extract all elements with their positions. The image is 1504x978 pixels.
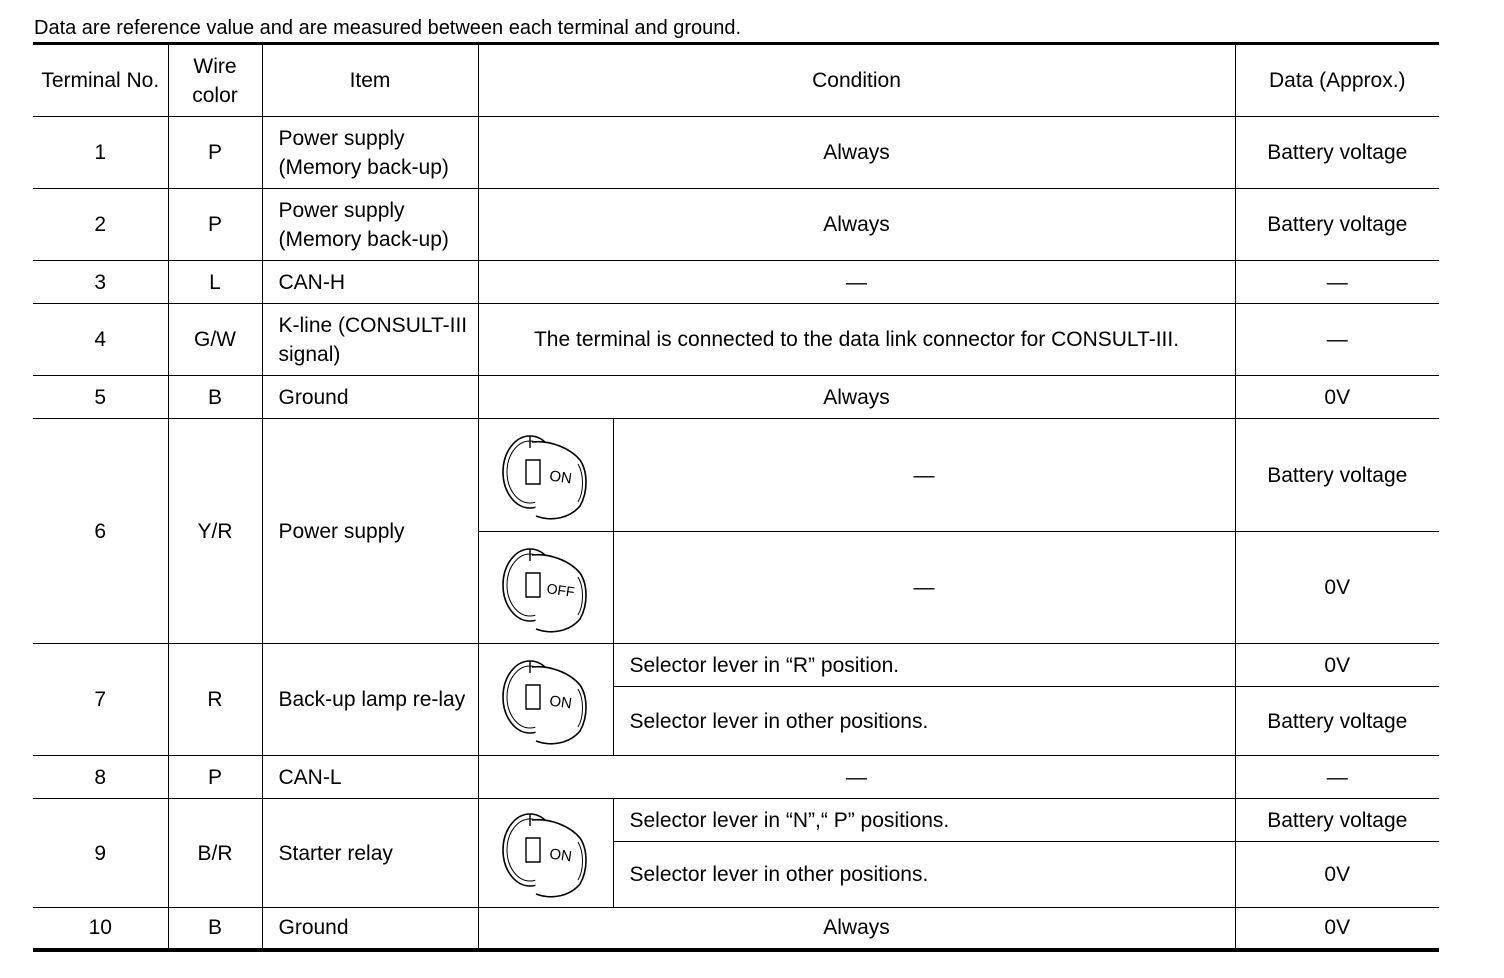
terminal-data-table xyxy=(33,42,1439,952)
wire-color: L xyxy=(168,261,262,304)
item-name: Power supply (Memory back-up) xyxy=(262,189,478,261)
ignition-key-cell xyxy=(478,644,613,756)
ignition-key-off-icon xyxy=(500,543,592,633)
terminal-number: 3 xyxy=(33,261,168,304)
ignition-key-cell xyxy=(478,419,613,532)
condition: — xyxy=(613,419,1235,532)
wire-color: P xyxy=(168,189,262,261)
condition: Selector lever in other positions. xyxy=(613,687,1235,756)
wire-color: B/R xyxy=(168,799,262,908)
wire-color: P xyxy=(168,756,262,799)
table-row xyxy=(33,376,1439,419)
key-label: ON xyxy=(547,467,573,488)
data-value: — xyxy=(1235,261,1439,304)
item-name: Power supply xyxy=(262,419,478,644)
wire-color: G/W xyxy=(168,304,262,376)
item-name: Ground xyxy=(262,908,478,950)
item-name: Back-up lamp re-lay xyxy=(262,644,478,756)
reference-note: Data are reference value and are measured between each terminal and ground. xyxy=(34,17,742,39)
header-wire-color: Wire color xyxy=(168,44,262,117)
terminal-number: 8 xyxy=(33,756,168,799)
data-value: 0V xyxy=(1235,532,1439,644)
item-name: Ground xyxy=(262,376,478,419)
data-value: — xyxy=(1235,756,1439,799)
item-name: Starter relay xyxy=(262,799,478,908)
condition: Always xyxy=(478,189,1235,261)
terminal-number: 7 xyxy=(33,644,168,756)
table-row xyxy=(33,799,1439,842)
data-value: 0V xyxy=(1235,376,1439,419)
data-value: Battery voltage xyxy=(1235,117,1439,189)
header-terminal: Terminal No. xyxy=(33,44,168,117)
table-row xyxy=(33,419,1439,532)
data-value: 0V xyxy=(1235,842,1439,908)
header-item: Item xyxy=(262,44,478,117)
item-name: CAN-L xyxy=(262,756,478,799)
condition: Selector lever in other positions. xyxy=(613,842,1235,908)
ignition-key-on-icon xyxy=(500,808,592,898)
data-value: 0V xyxy=(1235,644,1439,687)
condition: Always xyxy=(478,117,1235,189)
wire-color: B xyxy=(168,376,262,419)
terminal-number: 10 xyxy=(33,908,168,950)
wire-color: B xyxy=(168,908,262,950)
wire-color: P xyxy=(168,117,262,189)
condition: Selector lever in “N”,“ P” positions. xyxy=(613,799,1235,842)
key-label: ON xyxy=(547,692,573,713)
terminal-number: 9 xyxy=(33,799,168,908)
data-value: Battery voltage xyxy=(1235,687,1439,756)
terminal-number: 1 xyxy=(33,117,168,189)
table-row xyxy=(33,189,1439,261)
item-name: CAN-H xyxy=(262,261,478,304)
header-data: Data (Approx.) xyxy=(1235,44,1439,117)
condition: The terminal is connected to the data link connector for CONSULT-III. xyxy=(478,304,1235,376)
wire-color: R xyxy=(168,644,262,756)
condition: Always xyxy=(478,908,1235,950)
table-row xyxy=(33,304,1439,376)
ignition-key-cell xyxy=(478,532,613,644)
item-name: K-line (CONSULT-III signal) xyxy=(262,304,478,376)
data-value: Battery voltage xyxy=(1235,419,1439,532)
condition: Selector lever in “R” position. xyxy=(613,644,1235,687)
wire-color: Y/R xyxy=(168,419,262,644)
table-row xyxy=(33,261,1439,304)
table-row xyxy=(33,908,1439,950)
header-row xyxy=(33,44,1439,117)
terminal-number: 2 xyxy=(33,189,168,261)
ignition-key-on-icon xyxy=(500,430,592,520)
header-condition: Condition xyxy=(478,44,1235,117)
terminal-number: 4 xyxy=(33,304,168,376)
data-value: 0V xyxy=(1235,908,1439,950)
ignition-key-on-icon xyxy=(500,655,592,745)
condition: — xyxy=(613,532,1235,644)
condition: — xyxy=(478,261,1235,304)
data-value: — xyxy=(1235,304,1439,376)
condition: — xyxy=(478,756,1235,799)
condition: Always xyxy=(478,376,1235,419)
key-label: ON xyxy=(547,845,573,866)
item-name: Power supply (Memory back-up) xyxy=(262,117,478,189)
data-value: Battery voltage xyxy=(1235,799,1439,842)
ignition-key-cell xyxy=(478,799,613,908)
key-label: OFF xyxy=(545,579,576,600)
terminal-number: 5 xyxy=(33,376,168,419)
table-row xyxy=(33,756,1439,799)
data-value: Battery voltage xyxy=(1235,189,1439,261)
table-row xyxy=(33,117,1439,189)
terminal-number: 6 xyxy=(33,419,168,644)
table-row xyxy=(33,644,1439,687)
